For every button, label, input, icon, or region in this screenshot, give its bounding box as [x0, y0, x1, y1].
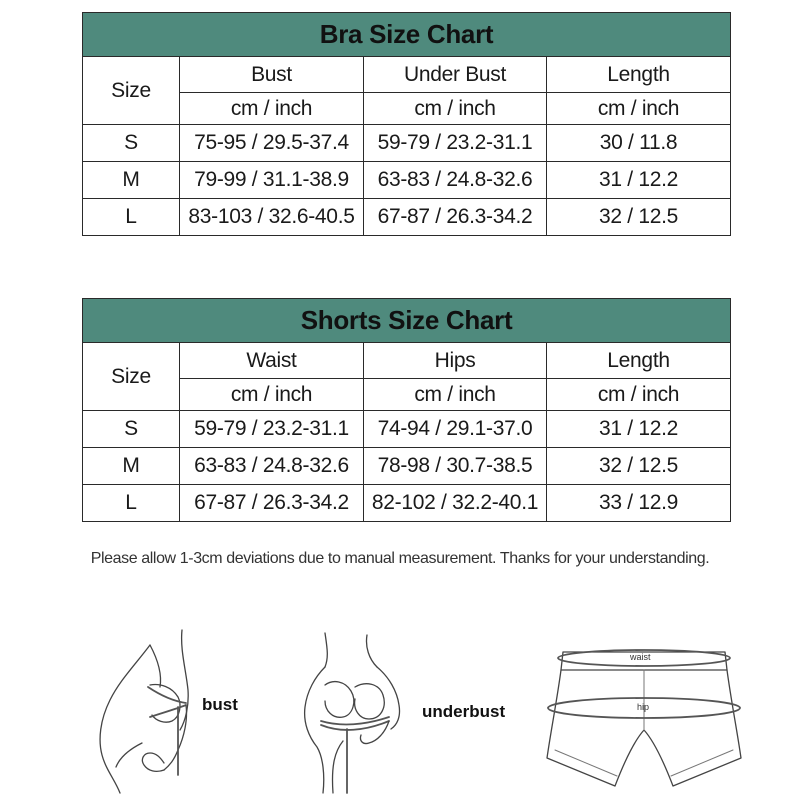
- value-cell: 74-94 / 29.1-37.0: [364, 411, 547, 448]
- shorts-unit-label: cm / inch: [547, 379, 731, 411]
- shorts-measure-illustration: [545, 640, 745, 795]
- size-cell: S: [83, 411, 180, 448]
- shorts-column-header: Length: [547, 343, 731, 379]
- bra-chart-title: Bra Size Chart: [83, 13, 731, 57]
- value-cell: 63-83 / 24.8-32.6: [364, 162, 547, 199]
- shorts-column-header: Waist: [180, 343, 364, 379]
- value-cell: 78-98 / 30.7-38.5: [364, 448, 547, 485]
- value-cell: 67-87 / 26.3-34.2: [180, 485, 364, 522]
- size-cell: L: [83, 485, 180, 522]
- bra-column-header: Under Bust: [364, 57, 547, 93]
- bra-column-header: Bust: [180, 57, 364, 93]
- bra-column-header: Length: [547, 57, 731, 93]
- shorts-column-header: Hips: [364, 343, 547, 379]
- value-cell: 31 / 12.2: [547, 411, 731, 448]
- shorts-unit-label: cm / inch: [180, 379, 364, 411]
- value-cell: 63-83 / 24.8-32.6: [180, 448, 364, 485]
- table-row: [83, 162, 731, 199]
- size-cell: M: [83, 162, 180, 199]
- table-row: [83, 125, 731, 162]
- value-cell: 67-87 / 26.3-34.2: [364, 199, 547, 236]
- bra-size-header: Size: [83, 57, 180, 125]
- shorts-chart-title: Shorts Size Chart: [83, 299, 731, 343]
- shorts-size-chart-table: [82, 298, 731, 522]
- bra-unit-label: cm / inch: [547, 93, 731, 125]
- bust-measure-illustration: [90, 625, 200, 795]
- value-cell: 59-79 / 23.2-31.1: [180, 411, 364, 448]
- table-row: [83, 485, 731, 522]
- value-cell: 31 / 12.2: [547, 162, 731, 199]
- value-cell: 30 / 11.8: [547, 125, 731, 162]
- shorts-size-header: Size: [83, 343, 180, 411]
- value-cell: 82-102 / 32.2-40.1: [364, 485, 547, 522]
- waist-label: waist: [630, 652, 651, 662]
- value-cell: 79-99 / 31.1-38.9: [180, 162, 364, 199]
- underbust-label: underbust: [422, 702, 506, 721]
- bra-unit-label: cm / inch: [180, 93, 364, 125]
- value-cell: 75-95 / 29.5-37.4: [180, 125, 364, 162]
- underbust-measure-illustration: [285, 625, 415, 795]
- bra-unit-label: cm / inch: [364, 93, 547, 125]
- hip-label: hip: [637, 702, 650, 712]
- bra-size-chart-table: [82, 12, 731, 236]
- table-row: [83, 411, 731, 448]
- value-cell: 83-103 / 32.6-40.5: [180, 199, 364, 236]
- table-row: [83, 448, 731, 485]
- size-cell: M: [83, 448, 180, 485]
- size-cell: L: [83, 199, 180, 236]
- measurement-note: Please allow 1-3cm deviations due to manual measurement. Thanks for your understanding.: [90, 550, 710, 567]
- table-row: [83, 199, 731, 236]
- value-cell: 33 / 12.9: [547, 485, 731, 522]
- value-cell: 59-79 / 23.2-31.1: [364, 125, 547, 162]
- value-cell: 32 / 12.5: [547, 448, 731, 485]
- bust-label: bust: [202, 695, 238, 714]
- shorts-unit-label: cm / inch: [364, 379, 547, 411]
- value-cell: 32 / 12.5: [547, 199, 731, 236]
- size-cell: S: [83, 125, 180, 162]
